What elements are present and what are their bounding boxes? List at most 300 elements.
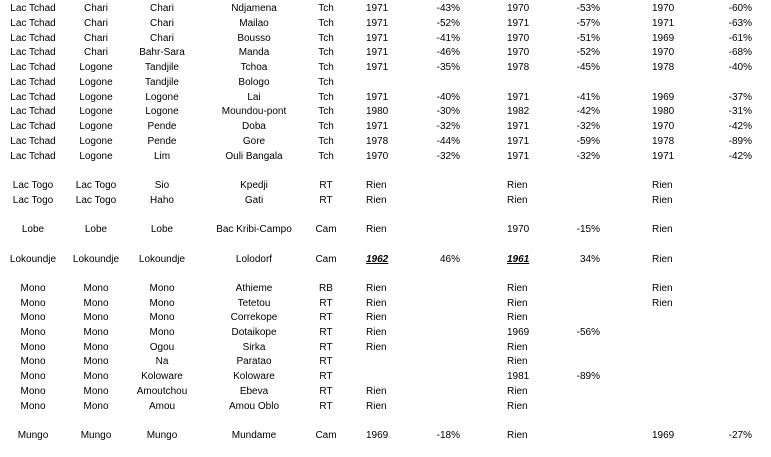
cell-river: Chari [84,33,108,44]
cell-river: Mono [83,401,109,412]
cell-basin: Mono [20,401,46,412]
cell-station: Bac Kribi-Campo [216,224,292,235]
cell-country: Cam [315,254,337,265]
cell-country: RT [319,342,333,353]
cell-year-a: 1971 [366,92,389,103]
cell-change-c: -68% [728,47,752,58]
table-row [0,178,771,193]
cell-year-b: 1971 [507,18,530,29]
cell-station: Amou Oblo [228,401,280,412]
cell-basin: Lac Tchad [10,136,56,147]
cell-river: Logone [79,77,113,88]
cell-change-a: -30% [436,106,460,117]
cell-country: Tch [318,62,334,73]
cell-year-b: Rien [507,312,528,323]
cell-change-c: -40% [728,62,752,73]
cell-basin: Lobe [21,224,45,235]
cell-year-b: 1982 [507,106,530,117]
cell-year-a: 1971 [366,62,389,73]
cell-river: Lac Togo [75,180,117,191]
cell-year-b [507,75,547,90]
cell-station: Athieme [235,283,273,294]
cell-change-a [410,340,460,355]
cell-basin: Lac Tchad [10,3,56,14]
cell-year-b: Rien [507,401,528,412]
cell-change-a [410,193,460,208]
cell-tributary: Mono [149,327,175,338]
cell-river: Mono [83,371,109,382]
cell-year-b: Rien [507,386,528,397]
cell-basin: Lac Tchad [10,121,56,132]
cell-year-a: 1971 [366,3,389,14]
cell-river: Logone [79,136,113,147]
cell-tributary: Lobe [150,224,174,235]
cell-year-c: 1970 [652,47,675,58]
cell-country: RT [319,401,333,412]
cell-change-c [704,354,752,369]
cell-year-c: Rien [652,180,673,191]
cell-year-a: Rien [366,195,387,206]
cell-year-a: Rien [366,298,387,309]
cell-country: Tch [318,121,334,132]
cell-tributary: Bahr-Sara [139,47,185,58]
cell-change-c [704,281,752,296]
table-row [0,75,771,90]
cell-year-b: Rien [507,342,528,353]
cell-basin: Lac Tchad [10,92,56,103]
cell-change-c [704,340,752,355]
cell-basin: Mono [20,283,46,294]
cell-year-b: 1971 [507,136,530,147]
cell-tributary: Pende [147,136,177,147]
table-row [0,31,771,46]
cell-change-c: -37% [728,92,752,103]
cell-tributary: Lokoundje [138,254,186,265]
table-row [0,252,771,267]
cell-station: Ouli Bangala [225,151,283,162]
cell-change-a: -32% [436,151,460,162]
cell-year-b: 1971 [507,151,530,162]
cell-year-b: Rien [507,298,528,309]
cell-station: Mailao [239,18,269,29]
cell-station: Lai [247,92,261,103]
cell-river: Chari [84,18,108,29]
table-row [0,384,771,399]
cell-change-a: -46% [436,47,460,58]
table-row [0,354,771,369]
cell-change-b [552,310,600,325]
cell-year-b: 1970 [507,47,530,58]
cell-year-b: 1970 [507,3,530,14]
cell-country: Tch [318,33,334,44]
cell-basin: Mungo [17,430,49,441]
cell-country: Tch [318,77,334,88]
cell-year-c: Rien [652,283,673,294]
cell-year-c: 1971 [652,18,675,29]
cell-change-a [410,325,460,340]
cell-station: Moundou-pont [221,106,287,117]
cell-station: Sirka [242,342,266,353]
cell-change-c: -60% [728,3,752,14]
cell-year-a: 1962 [366,254,389,265]
cell-year-c: 1969 [652,92,675,103]
cell-country: RT [319,298,333,309]
cell-river: Lac Togo [75,195,117,206]
cell-tributary: Tandjile [145,77,179,88]
cell-change-b: -32% [576,151,600,162]
cell-year-c: 1970 [652,121,675,132]
cell-year-a: Rien [366,327,387,338]
cell-year-b: Rien [507,283,528,294]
table-row [0,1,771,16]
cell-change-c [704,369,752,384]
cell-change-b [552,340,600,355]
cell-river: Logone [79,151,113,162]
cell-change-b [552,281,600,296]
cell-river: Chari [84,47,108,58]
cell-year-b: 1970 [507,33,530,44]
cell-tributary: Mono [149,312,175,323]
cell-year-c: Rien [652,195,673,206]
cell-river: Mono [83,342,109,353]
cell-change-a [410,310,460,325]
table-row [0,45,771,60]
cell-basin: Mono [20,327,46,338]
cell-station: Gore [242,136,266,147]
cell-basin: Lac Tchad [10,47,56,58]
cell-river: Mungo [80,430,112,441]
cell-change-c [704,252,752,267]
cell-station: Bousso [237,33,271,44]
table-row [0,428,771,443]
cell-year-a: 1978 [366,136,389,147]
cell-change-a [410,384,460,399]
table-row [0,281,771,296]
cell-change-b [552,428,600,443]
cell-change-c [704,222,752,237]
cell-change-b: -15% [576,224,600,235]
cell-year-c: Rien [652,254,673,265]
cell-change-c [704,193,752,208]
cell-change-b: -56% [576,327,600,338]
cell-tributary: Logone [145,106,179,117]
cell-change-a: -18% [436,430,460,441]
table-row [0,60,771,75]
cell-station: Gati [244,195,264,206]
cell-tributary: Logone [145,92,179,103]
cell-basin: Mono [20,312,46,323]
cell-river: Logone [79,92,113,103]
cell-basin: Lac Tchad [10,62,56,73]
table-row [0,222,771,237]
cell-change-b [552,399,600,414]
cell-station: Manda [238,47,270,58]
cell-tributary: Mono [149,283,175,294]
table-row [0,399,771,414]
cell-year-a: Rien [366,283,387,294]
cell-change-a [410,399,460,414]
cell-year-a [366,354,406,369]
cell-change-a: -40% [436,92,460,103]
cell-tributary: Tandjile [145,62,179,73]
cell-change-a: -52% [436,18,460,29]
cell-year-c [652,354,692,369]
cell-change-c [704,75,752,90]
table-row [0,16,771,31]
cell-change-b [552,354,600,369]
cell-year-a: 1969 [366,430,389,441]
cell-year-a: Rien [366,401,387,412]
cell-year-a [366,369,406,384]
cell-basin: Lac Tchad [10,106,56,117]
cell-year-a: Rien [366,342,387,353]
cell-basin: Lac Togo [12,195,54,206]
cell-year-a: 1980 [366,106,389,117]
cell-change-b [552,75,600,90]
cell-year-a: Rien [366,312,387,323]
cell-country: RT [319,371,333,382]
cell-change-c: -89% [728,136,752,147]
cell-change-a: -35% [436,62,460,73]
cell-country: Tch [318,136,334,147]
cell-tributary: Na [155,356,169,367]
cell-change-c [704,325,752,340]
cell-tributary: Pende [147,121,177,132]
cell-change-b: 34% [579,254,600,265]
cell-basin: Mono [20,386,46,397]
cell-river: Logone [79,62,113,73]
cell-year-a: 1971 [366,47,389,58]
cell-station: Doba [242,121,266,132]
cell-year-b: 1981 [507,371,530,382]
cell-tributary: Chari [150,3,174,14]
cell-tributary: Lim [153,151,171,162]
cell-tributary: Sio [154,180,170,191]
cell-year-c: 1969 [652,33,675,44]
cell-year-a: Rien [366,386,387,397]
cell-basin: Lac Tchad [10,77,56,88]
cell-change-b: -52% [576,47,600,58]
cell-basin: Lac Tchad [10,151,56,162]
cell-year-c: 1978 [652,62,675,73]
cell-river: Lobe [84,224,108,235]
table-row [0,340,771,355]
cell-river: Mono [83,327,109,338]
cell-station: Mundame [231,430,277,441]
cell-change-a: -41% [436,33,460,44]
cell-tributary: Ogou [149,342,175,353]
cell-tributary: Koloware [141,371,183,382]
cell-river: Lokoundje [72,254,120,265]
cell-year-c [652,399,692,414]
cell-country: RT [319,356,333,367]
cell-year-c: 1970 [652,3,675,14]
cell-year-b: Rien [507,430,528,441]
cell-year-c: 1980 [652,106,675,117]
cell-country: RT [319,180,333,191]
cell-station: Ndjamena [231,3,277,14]
cell-change-b: -59% [576,136,600,147]
cell-year-c [652,369,692,384]
cell-year-b: 1978 [507,62,530,73]
cell-station: Paratao [236,356,272,367]
cell-river: Mono [83,298,109,309]
cell-country: Cam [315,430,337,441]
cell-change-a [410,222,460,237]
cell-river: Mono [83,356,109,367]
cell-change-b: -42% [576,106,600,117]
cell-tributary: Chari [150,33,174,44]
cell-river: Logone [79,121,113,132]
cell-change-b: -89% [576,371,600,382]
cell-river: Mono [83,283,109,294]
cell-year-c: Rien [652,298,673,309]
cell-year-a: 1971 [366,18,389,29]
table-row [0,325,771,340]
table-row [0,310,771,325]
cell-change-b: -51% [576,33,600,44]
cell-change-a: -43% [436,3,460,14]
cell-station: Kpedji [240,180,268,191]
table-row [0,369,771,384]
table-row [0,119,771,134]
cell-year-a [366,75,406,90]
cell-change-a [410,281,460,296]
cell-change-c: -42% [728,151,752,162]
cell-tributary: Amou [148,401,176,412]
cell-basin: Lac Togo [12,180,54,191]
cell-year-b: 1971 [507,92,530,103]
table-row [0,90,771,105]
cell-change-a: 46% [439,254,460,265]
table-row [0,193,771,208]
cell-tributary: Chari [150,18,174,29]
cell-change-c: -27% [728,430,752,441]
cell-year-c: 1971 [652,151,675,162]
cell-change-c [704,310,752,325]
cell-basin: Mono [20,342,46,353]
cell-change-c: -42% [728,121,752,132]
cell-year-c: 1969 [652,430,675,441]
cell-country: RT [319,312,333,323]
cell-change-a: -44% [436,136,460,147]
cell-country: RB [319,283,333,294]
cell-country: Cam [315,224,337,235]
cell-country: Tch [318,92,334,103]
cell-station: Dotaikope [231,327,277,338]
cell-change-b: -41% [576,92,600,103]
cell-change-b: -57% [576,18,600,29]
cell-change-c: -63% [728,18,752,29]
cell-station: Lolodorf [235,254,273,265]
cell-change-a [410,369,460,384]
cell-year-b: Rien [507,180,528,191]
cell-tributary: Mono [149,298,175,309]
cell-year-c: 1978 [652,136,675,147]
cell-change-b: -32% [576,121,600,132]
cell-year-c [652,340,692,355]
cell-year-b: Rien [507,195,528,206]
cell-change-a [410,296,460,311]
cell-change-b [552,384,600,399]
cell-year-c [652,325,692,340]
cell-station: Tchoa [240,62,268,73]
cell-basin: Lokoundje [9,254,57,265]
cell-change-c [704,399,752,414]
cell-country: Tch [318,47,334,58]
cell-change-b: -45% [576,62,600,73]
cell-basin: Mono [20,371,46,382]
cell-change-b [552,193,600,208]
cell-change-c [704,178,752,193]
cell-tributary: Haho [150,195,174,206]
cell-basin: Lac Tchad [10,33,56,44]
cell-country: RT [319,327,333,338]
cell-year-b: 1969 [507,327,530,338]
cell-country: Tch [318,3,334,14]
cell-country: Tch [318,106,334,117]
cell-station: Ebeva [239,386,269,397]
table-row [0,134,771,149]
cell-station: Koloware [233,371,275,382]
cell-basin: Mono [20,356,46,367]
cell-change-c: -61% [728,33,752,44]
cell-year-a: Rien [366,224,387,235]
cell-change-a [410,354,460,369]
cell-station: Bologo [238,77,270,88]
cell-change-b [552,178,600,193]
cell-river: Mono [83,312,109,323]
cell-year-c [652,384,692,399]
cell-country: RT [319,386,333,397]
cell-year-b: 1970 [507,224,530,235]
cell-change-b [552,296,600,311]
table-row [0,296,771,311]
cell-station: Tetetou [237,298,271,309]
table-row [0,104,771,119]
cell-year-c [652,75,692,90]
cell-change-c: -31% [728,106,752,117]
table-row [0,149,771,164]
cell-year-c: Rien [652,224,673,235]
cell-country: RT [319,195,333,206]
cell-year-a: 1971 [366,121,389,132]
cell-change-c [704,384,752,399]
cell-year-b: 1961 [507,254,530,265]
cell-river: Logone [79,106,113,117]
cell-year-c [652,310,692,325]
cell-year-a: Rien [366,180,387,191]
cell-river: Chari [84,3,108,14]
cell-year-b: 1971 [507,121,530,132]
cell-change-b: -53% [576,3,600,14]
cell-year-b: Rien [507,356,528,367]
cell-change-a [410,75,460,90]
cell-station: Correkope [230,312,278,323]
cell-basin: Mono [20,298,46,309]
cell-tributary: Mungo [146,430,178,441]
cell-country: Tch [318,151,334,162]
cell-tributary: Amoutchou [136,386,188,397]
cell-river: Mono [83,386,109,397]
cell-change-a [410,178,460,193]
cell-change-c [704,296,752,311]
cell-country: Tch [318,18,334,29]
cell-year-a: 1970 [366,151,389,162]
cell-basin: Lac Tchad [10,18,56,29]
cell-change-a: -32% [436,121,460,132]
cell-year-a: 1971 [366,33,389,44]
